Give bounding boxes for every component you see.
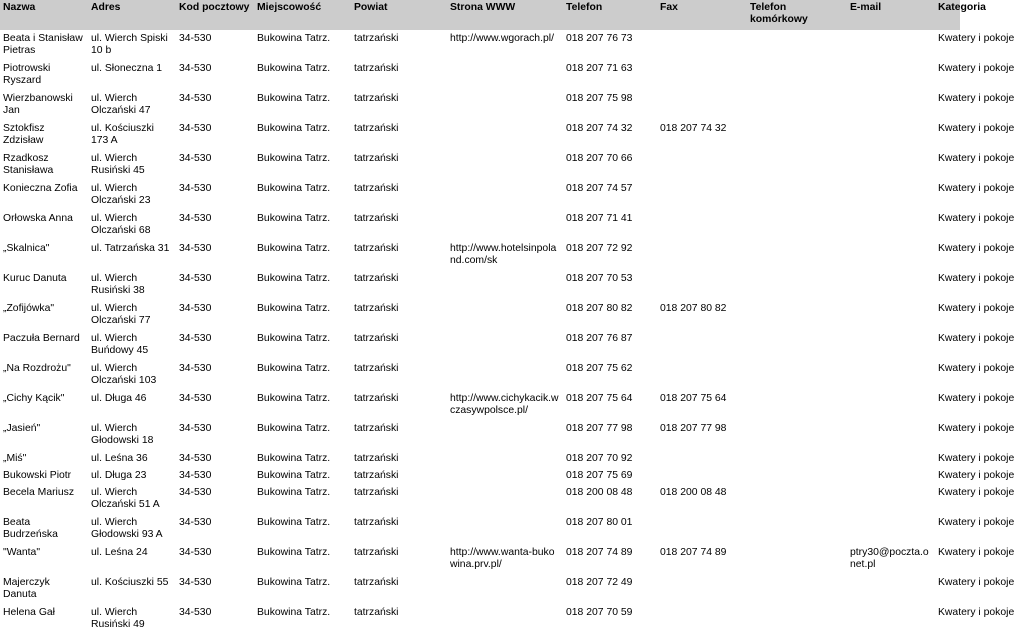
cell-nazwa: Beata Budrzeńska [3,517,58,540]
cell-kod: 34-530 [179,607,212,618]
cell-telefon: 018 207 71 41 [566,213,633,224]
cell-komorkowy [747,575,847,605]
cell-telefon: 018 207 71 63 [566,63,633,74]
cell-miejscowosc: Bukowina Tatrz. [257,183,331,194]
cell-kod: 34-530 [179,577,212,588]
table-row [0,61,960,91]
cell-fax [657,61,747,91]
cell-kod: 34-530 [179,243,212,254]
cell-telefon: 018 207 80 82 [566,303,633,314]
cell-komorkowy [747,545,847,575]
cell-nazwa: Kuruc Danuta [3,273,67,284]
cell-komorkowy [747,271,847,301]
cell-email [847,61,935,91]
header-fax: Fax [657,0,747,31]
cell-kategoria: Kwatery i pokoje [938,547,1014,558]
table-row [0,391,960,421]
cell-miejscowosc: Bukowina Tatrz. [257,243,331,254]
table-row [0,301,960,331]
cell-powiat: tatrzański [354,333,399,344]
cell-telefon: 018 207 70 53 [566,273,633,284]
cell-www [447,301,563,331]
cell-email [847,468,935,485]
cell-email [847,301,935,331]
cell-powiat: tatrzański [354,517,399,528]
cell-adres: ul. Wierch Rusiński 38 [91,273,145,296]
cell-komorkowy [747,301,847,331]
cell-kod: 34-530 [179,333,212,344]
cell-www [447,468,563,485]
cell-kategoria: Kwatery i pokoje [938,63,1014,74]
cell-adres: ul. Wierch Głodowski 18 [91,423,154,446]
header-adres: Adres [88,0,176,31]
cell-komorkowy [747,91,847,121]
cell-powiat: tatrzański [354,153,399,164]
cell-email [847,485,935,515]
cell-fax [657,451,747,468]
cell-adres: ul. Wierch Spiski 10 b [91,33,168,56]
cell-www [447,271,563,301]
cell-kod: 34-530 [179,517,212,528]
cell-email [847,515,935,545]
header-kategoria: Kategoria [935,0,960,31]
cell-email [847,31,935,62]
cell-www [447,91,563,121]
table-row [0,151,960,181]
cell-kod: 34-530 [179,303,212,314]
cell-komorkowy [747,181,847,211]
cell-www [447,451,563,468]
cell-nazwa: Piotrowski Ryszard [3,63,51,86]
cell-miejscowosc: Bukowina Tatrz. [257,547,331,558]
cell-www [447,331,563,361]
cell-telefon: 018 207 74 32 [566,123,633,134]
cell-miejscowosc: Bukowina Tatrz. [257,453,331,464]
cell-email [847,391,935,421]
table-row [0,515,960,545]
cell-komorkowy [747,605,847,635]
header-kod: Kod pocztowy [176,0,254,31]
cell-powiat: tatrzański [354,303,399,314]
cell-kategoria: Kwatery i pokoje [938,303,1014,314]
cell-kategoria: Kwatery i pokoje [938,363,1014,374]
cell-komorkowy [747,241,847,271]
cell-telefon: 018 207 75 62 [566,363,633,374]
table-row [0,575,960,605]
table-row [0,485,960,515]
cell-www [447,151,563,181]
cell-kategoria: Kwatery i pokoje [938,93,1014,104]
cell-nazwa: Wierzbanowski Jan [3,93,73,116]
cell-adres: ul. Leśna 36 [91,453,148,464]
cell-nazwa: „Miś" [3,453,27,464]
table-row [0,421,960,451]
cell-email [847,211,935,241]
cell-telefon: 018 207 72 49 [566,577,633,588]
cell-fax [657,31,747,62]
cell-miejscowosc: Bukowina Tatrz. [257,333,331,344]
cell-kod: 34-530 [179,547,212,558]
cell-powiat: tatrzański [354,470,399,481]
header-www: Strona WWW [447,0,563,31]
cell-powiat: tatrzański [354,63,399,74]
cell-miejscowosc: Bukowina Tatrz. [257,33,331,44]
cell-telefon: 018 207 76 87 [566,333,633,344]
cell-nazwa: „Na Rozdrożu" [3,363,71,374]
cell-nazwa: „Cichy Kącik" [3,393,65,404]
cell-miejscowosc: Bukowina Tatrz. [257,123,331,134]
cell-www[interactable]: http://www.wanta-bukowina.prv.pl/ [450,547,555,570]
cell-adres: ul. Wierch Głodowski 93 A [91,517,163,540]
header-email: E-mail [847,0,935,31]
cell-komorkowy [747,31,847,62]
cell-telefon: 018 207 70 59 [566,607,633,618]
cell-powiat: tatrzański [354,243,399,254]
cell-email [847,451,935,468]
cell-fax [657,515,747,545]
cell-kod: 34-530 [179,63,212,74]
cell-nazwa: Majerczyk Danuta [3,577,50,600]
cell-komorkowy [747,421,847,451]
cell-fax [657,211,747,241]
cell-powiat: tatrzański [354,547,399,558]
cell-nazwa: „Zofijówka" [3,303,55,314]
cell-powiat: tatrzański [354,363,399,374]
cell-kod: 34-530 [179,123,212,134]
cell-fax [657,271,747,301]
cell-powiat: tatrzański [354,487,399,498]
cell-powiat: tatrzański [354,393,399,404]
cell-www[interactable]: http://www.cichykacik.wczasywpolsce.pl/ [450,393,559,416]
cell-adres: ul. Wierch Olczański 68 [91,213,151,236]
cell-adres: ul. Tatrzańska 31 [91,243,170,254]
cell-fax: 018 207 77 98 [660,423,727,434]
cell-email [847,181,935,211]
cell-kategoria: Kwatery i pokoje [938,123,1014,134]
cell-adres: ul. Długa 46 [91,393,147,404]
cell-telefon: 018 207 75 64 [566,393,633,404]
cell-komorkowy [747,485,847,515]
cell-email [847,575,935,605]
cell-fax [657,331,747,361]
cell-komorkowy [747,61,847,91]
cell-www [447,361,563,391]
cell-nazwa: Rzadkosz Stanisława [3,153,54,176]
cell-email [847,151,935,181]
cell-adres: ul. Leśna 24 [91,547,148,558]
table-row [0,181,960,211]
cell-komorkowy [747,468,847,485]
cell-telefon: 018 207 76 73 [566,33,633,44]
cell-telefon: 018 207 80 01 [566,517,633,528]
cell-www [447,575,563,605]
cell-miejscowosc: Bukowina Tatrz. [257,517,331,528]
cell-powiat: tatrzański [354,607,399,618]
cell-komorkowy [747,211,847,241]
cell-kod: 34-530 [179,213,212,224]
cell-powiat: tatrzański [354,93,399,104]
cell-powiat: tatrzański [354,183,399,194]
cell-telefon: 018 207 70 66 [566,153,633,164]
cell-adres: ul. Kościuszki 55 [91,577,169,588]
cell-telefon: 018 207 74 57 [566,183,633,194]
table-row [0,331,960,361]
cell-nazwa: Paczuła Bernard [3,333,80,344]
header-telefon: Telefon [563,0,657,31]
cell-kategoria: Kwatery i pokoje [938,607,1014,618]
cell-kod: 34-530 [179,423,212,434]
cell-nazwa: Helena Gał [3,607,55,618]
cell-fax: 018 207 74 89 [660,547,727,558]
cell-powiat: tatrzański [354,273,399,284]
cell-nazwa: Beata i Stanisław Pietras [3,33,83,56]
table-row [0,451,960,468]
cell-kategoria: Kwatery i pokoje [938,213,1014,224]
cell-email [847,91,935,121]
cell-telefon: 018 207 72 92 [566,243,633,254]
table-row [0,31,960,62]
cell-fax [657,241,747,271]
cell-kategoria: Kwatery i pokoje [938,153,1014,164]
cell-miejscowosc: Bukowina Tatrz. [257,213,331,224]
cell-kategoria: Kwatery i pokoje [938,517,1014,528]
header-row [0,0,960,31]
cell-miejscowosc: Bukowina Tatrz. [257,423,331,434]
cell-email [847,605,935,635]
cell-powiat: tatrzański [354,577,399,588]
cell-miejscowosc: Bukowina Tatrz. [257,93,331,104]
cell-adres: ul. Wierch Olczański 103 [91,363,157,386]
cell-adres: ul. Wierch Olczański 47 [91,93,151,116]
cell-nazwa: Orłowska Anna [3,213,73,224]
cell-telefon: 018 200 08 48 [566,487,633,498]
cell-powiat: tatrzański [354,123,399,134]
cell-kod: 34-530 [179,153,212,164]
table-row [0,241,960,271]
cell-www [447,485,563,515]
cell-telefon: 018 207 70 92 [566,453,633,464]
cell-email [847,271,935,301]
cell-kategoria: Kwatery i pokoje [938,470,1014,481]
cell-adres: ul. Wierch Rusiński 45 [91,153,145,176]
header-miejscowosc: Miejscowość [254,0,351,31]
cell-www [447,61,563,91]
cell-www[interactable]: http://www.hotelsinpoland.com/sk [450,243,557,266]
cell-adres: ul. Wierch Olczański 51 A [91,487,160,510]
cell-telefon: 018 207 77 98 [566,423,633,434]
table-row [0,605,960,635]
cell-nazwa: „Jasień" [3,423,41,434]
cell-kod: 34-530 [179,393,212,404]
cell-nazwa: „Skalnica" [3,243,50,254]
cell-kod: 34-530 [179,363,212,374]
cell-nazwa: Konieczna Zofia [3,183,78,194]
cell-kod: 34-530 [179,453,212,464]
cell-kategoria: Kwatery i pokoje [938,577,1014,588]
cell-telefon: 018 207 74 89 [566,547,633,558]
cell-kategoria: Kwatery i pokoje [938,453,1014,464]
cell-fax [657,575,747,605]
cell-miejscowosc: Bukowina Tatrz. [257,577,331,588]
cell-www [447,421,563,451]
cell-fax: 018 207 80 82 [660,303,727,314]
cell-fax [657,91,747,121]
cell-www [447,605,563,635]
cell-kategoria: Kwatery i pokoje [938,333,1014,344]
cell-komorkowy [747,331,847,361]
cell-kategoria: Kwatery i pokoje [938,393,1014,404]
header-nazwa: Nazwa [0,0,88,31]
cell-email [847,421,935,451]
cell-adres: ul. Kościuszki 173 A [91,123,154,146]
cell-www [447,211,563,241]
cell-nazwa: "Wanta" [3,547,41,558]
cell-fax [657,468,747,485]
cell-komorkowy [747,151,847,181]
cell-miejscowosc: Bukowina Tatrz. [257,470,331,481]
cell-kategoria: Kwatery i pokoje [938,33,1014,44]
cell-komorkowy [747,121,847,151]
table-row [0,468,960,485]
table-row [0,545,960,575]
cell-kod: 34-530 [179,93,212,104]
cell-kategoria: Kwatery i pokoje [938,183,1014,194]
cell-fax [657,361,747,391]
cell-adres: ul. Długa 23 [91,470,147,481]
cell-fax [657,181,747,211]
cell-kategoria: Kwatery i pokoje [938,487,1014,498]
cell-powiat: tatrzański [354,453,399,464]
cell-email [847,361,935,391]
cell-email[interactable]: ptry30@poczta.onet.pl [850,547,929,570]
table-row [0,91,960,121]
cell-fax [657,151,747,181]
cell-adres: ul. Wierch Buńdowy 45 [91,333,149,356]
cell-email [847,121,935,151]
cell-komorkowy [747,451,847,468]
cell-adres: ul. Słoneczna 1 [91,63,163,74]
cell-fax: 018 207 75 64 [660,393,727,404]
cell-miejscowosc: Bukowina Tatrz. [257,303,331,314]
cell-fax: 018 207 74 32 [660,123,727,134]
cell-fax [657,605,747,635]
cell-powiat: tatrzański [354,33,399,44]
cell-komorkowy [747,391,847,421]
cell-telefon: 018 207 75 69 [566,470,633,481]
cell-kod: 34-530 [179,487,212,498]
cell-komorkowy [747,515,847,545]
cell-fax: 018 200 08 48 [660,487,727,498]
cell-miejscowosc: Bukowina Tatrz. [257,393,331,404]
cell-kod: 34-530 [179,470,212,481]
cell-kod: 34-530 [179,273,212,284]
cell-miejscowosc: Bukowina Tatrz. [257,607,331,618]
cell-adres: ul. Wierch Olczański 23 [91,183,151,206]
table-row [0,211,960,241]
cell-kategoria: Kwatery i pokoje [938,243,1014,254]
cell-kategoria: Kwatery i pokoje [938,423,1014,434]
cell-nazwa: Bukowski Piotr [3,470,72,481]
cell-www [447,181,563,211]
table-row [0,271,960,301]
cell-miejscowosc: Bukowina Tatrz. [257,363,331,374]
table-row [0,121,960,151]
cell-adres: ul. Wierch Rusiński 49 [91,607,145,630]
cell-komorkowy [747,361,847,391]
cell-telefon: 018 207 75 98 [566,93,633,104]
cell-www [447,515,563,545]
header-komorkowy: Telefon komórkowy [747,0,847,31]
cell-powiat: tatrzański [354,423,399,434]
cell-www[interactable]: http://www.wgorach.pl/ [450,33,554,44]
cell-miejscowosc: Bukowina Tatrz. [257,153,331,164]
cell-kod: 34-530 [179,183,212,194]
cell-miejscowosc: Bukowina Tatrz. [257,487,331,498]
cell-nazwa: Becela Mariusz [3,487,75,498]
cell-nazwa: Sztokfisz Zdzisław [3,123,45,146]
cell-kategoria: Kwatery i pokoje [938,273,1014,284]
cell-powiat: tatrzański [354,213,399,224]
header-powiat: Powiat [351,0,447,31]
cell-www [447,121,563,151]
cell-adres: ul. Wierch Olczański 77 [91,303,151,326]
cell-email [847,331,935,361]
cell-miejscowosc: Bukowina Tatrz. [257,63,331,74]
cell-email [847,241,935,271]
cell-miejscowosc: Bukowina Tatrz. [257,273,331,284]
cell-kod: 34-530 [179,33,212,44]
table-row [0,361,960,391]
